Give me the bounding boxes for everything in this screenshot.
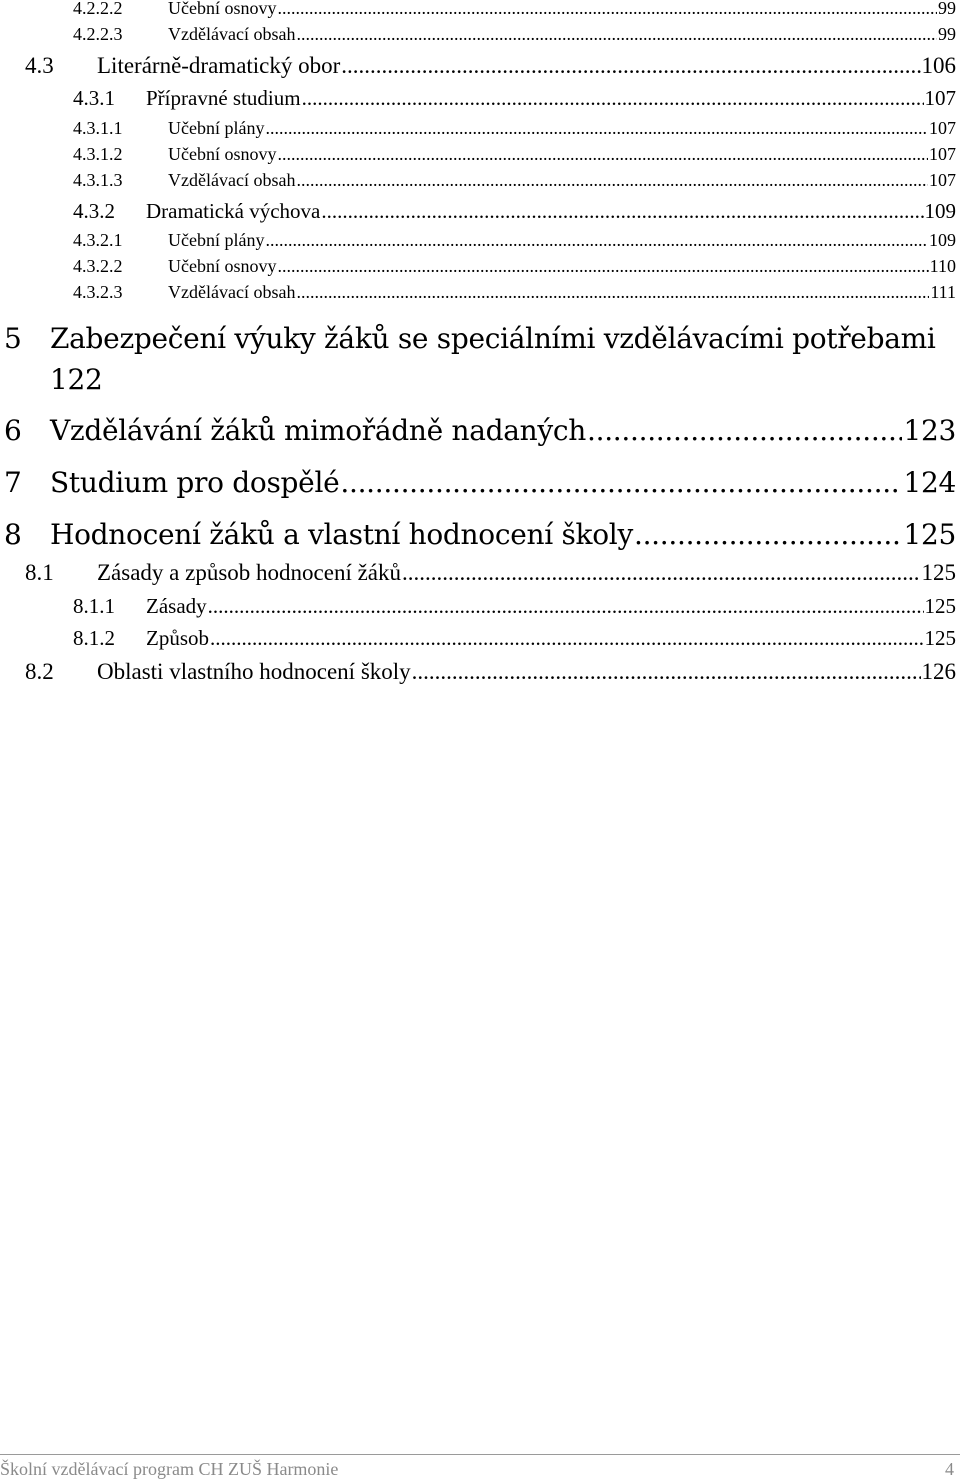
toc-number: 4.3.2.2 — [73, 256, 123, 276]
toc-leader — [634, 518, 902, 551]
toc-number: 8.1.1 — [73, 594, 115, 618]
toc-entry[interactable] — [0, 466, 960, 499]
toc-number: 8.1.2 — [73, 626, 115, 650]
toc-entry[interactable] — [0, 414, 960, 447]
toc-number: 4.3.1.1 — [73, 118, 123, 138]
toc-entry[interactable] — [0, 230, 960, 251]
toc-number: 4.3.2.1 — [73, 230, 123, 250]
toc-page: 124 — [903, 466, 956, 499]
toc-title: Vzdělávací obsah — [168, 24, 296, 44]
toc-entry[interactable] — [0, 594, 960, 619]
toc-title: Zásady a způsob hodnocení žáků — [97, 560, 402, 585]
toc-title: Učební plány — [168, 230, 265, 250]
toc-entry[interactable] — [0, 282, 960, 303]
toc-title: Studium pro dospělé — [50, 466, 340, 499]
toc-entry[interactable] — [0, 53, 960, 79]
toc-title: Učební plány — [168, 118, 265, 138]
toc-number: 4.2.2.2 — [73, 0, 123, 18]
toc-title: Učební osnovy — [168, 0, 277, 18]
toc-leader — [302, 86, 924, 111]
toc-page: 99 — [938, 0, 956, 18]
toc-number: 4.3.1 — [73, 86, 115, 110]
toc-entry[interactable] — [0, 86, 960, 111]
toc-title: Dramatická výchova — [146, 199, 321, 223]
toc-leader — [265, 118, 928, 139]
footer-divider — [0, 1454, 960, 1455]
toc-title: Hodnocení žáků a vlastní hodnocení školy — [50, 518, 633, 551]
toc-entry[interactable] — [0, 199, 960, 224]
toc-page: 107 — [924, 86, 956, 110]
toc-title: Vzdělávání žáků mimořádně nadaných — [50, 414, 586, 447]
toc-entry[interactable] — [0, 144, 960, 165]
toc-leader — [402, 560, 920, 586]
toc-number: 8.1 — [25, 560, 54, 585]
toc-page: 110 — [929, 256, 956, 276]
toc-leader — [208, 594, 924, 619]
toc-page: 125 — [903, 518, 956, 551]
toc-number: 7 — [4, 466, 22, 499]
toc-leader — [587, 414, 902, 447]
toc-leader — [296, 24, 937, 45]
toc-number: 4.3.2.3 — [73, 282, 123, 302]
toc-page: 109 — [929, 230, 956, 250]
toc-page: 125 — [921, 560, 956, 585]
toc-title: Literárně-dramatický obor — [97, 53, 341, 78]
toc-leader — [321, 199, 923, 224]
toc-number: 4.3.2 — [73, 199, 115, 223]
toc-page: 99 — [938, 24, 956, 44]
toc-leader — [277, 144, 928, 165]
toc-number: 6 — [4, 414, 22, 447]
toc-title: Učební osnovy — [168, 256, 277, 276]
toc-page: 122 — [50, 363, 103, 396]
toc-leader — [265, 230, 928, 251]
toc-leader — [412, 659, 921, 685]
footer-page-number: 4 — [945, 1459, 954, 1479]
toc-title: Zásady — [146, 594, 207, 618]
toc-title: Vzdělávací obsah — [168, 282, 296, 302]
toc-page: 107 — [929, 170, 956, 190]
toc-number: 8.2 — [25, 659, 54, 684]
toc-leader — [277, 256, 928, 277]
toc-page: 109 — [924, 199, 956, 223]
toc-page: 107 — [929, 144, 956, 164]
toc-page: 111 — [930, 282, 956, 302]
toc-entry[interactable] — [0, 626, 960, 651]
toc-entry[interactable] — [0, 659, 960, 685]
toc-leader — [340, 466, 902, 499]
toc-title: Vzdělávací obsah — [168, 170, 296, 190]
toc-title: Zabezpečení výuky žáků se speciálními vzdělávacími potřebami — [50, 322, 936, 355]
toc-number: 5 — [4, 322, 22, 355]
toc-page: 106 — [921, 53, 956, 78]
toc-entry[interactable] — [0, 518, 960, 551]
toc-page: 125 — [924, 626, 956, 650]
toc-number: 4.3.1.2 — [73, 144, 123, 164]
toc-entry[interactable] — [0, 0, 960, 19]
toc-leader — [210, 626, 924, 651]
toc-title: Učební osnovy — [168, 144, 277, 164]
toc-entry[interactable] — [0, 560, 960, 586]
toc-leader — [296, 170, 928, 191]
toc-page: 123 — [903, 414, 956, 447]
toc-number: 4.3.1.3 — [73, 170, 123, 190]
toc-page: 125 — [924, 594, 956, 618]
toc-entry[interactable] — [0, 322, 960, 402]
toc-page: 107 — [929, 118, 956, 138]
toc-entry[interactable] — [0, 24, 960, 45]
toc-leader — [296, 282, 929, 303]
toc-page: 126 — [921, 659, 956, 684]
toc-leader — [341, 53, 920, 79]
toc-entry[interactable] — [0, 170, 960, 191]
toc-entry[interactable] — [0, 256, 960, 277]
toc-title: Způsob — [146, 626, 209, 650]
toc-title: Oblasti vlastního hodnocení školy — [97, 659, 411, 684]
toc-number: 4.3 — [25, 53, 54, 78]
toc-entry[interactable] — [0, 118, 960, 139]
toc-leader — [277, 0, 937, 19]
toc-number: 8 — [4, 518, 22, 551]
toc-title: Přípravné studium — [146, 86, 301, 110]
toc-number: 4.2.2.3 — [73, 24, 123, 44]
footer-title: Školní vzdělávací program CH ZUŠ Harmonie — [0, 1459, 339, 1479]
